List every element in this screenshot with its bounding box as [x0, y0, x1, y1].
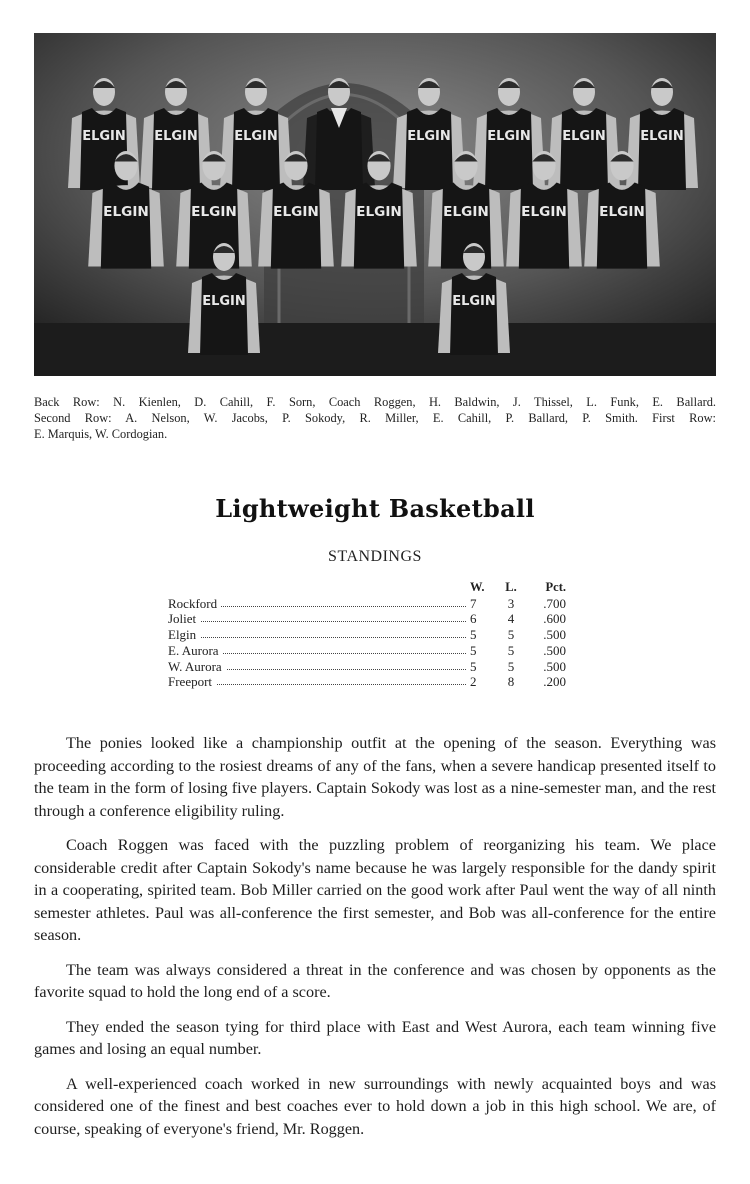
- standings-row: [168, 674, 566, 690]
- caption-line: Second Row: A. Nelson, W. Jacobs, P. Sokody, R. Miller, E. Cahill, P. Ballard, P. Smith. First Row:: [34, 411, 716, 425]
- jersey-lettering: ELGIN: [356, 204, 402, 221]
- wins-column-header: W.: [470, 580, 485, 594]
- jersey-lettering: ELGIN: [452, 294, 496, 309]
- jersey-lettering: ELGIN: [191, 204, 237, 221]
- standings-row: [168, 627, 566, 643]
- losses-column-header: L.: [505, 580, 517, 594]
- losses-cell: 5: [507, 658, 515, 674]
- pct-column-header: Pct.: [545, 580, 566, 594]
- jersey-lettering: ELGIN: [273, 204, 319, 221]
- pct-cell: .500: [543, 658, 566, 674]
- team-name: E. Aurora: [168, 643, 223, 658]
- pct-cell: .200: [543, 674, 566, 690]
- article-paragraph: They ended the season tying for third place with East and West Aurora, each team winning five games and losing an equal number.: [34, 1017, 716, 1058]
- jersey-lettering: ELGIN: [640, 129, 684, 144]
- article-body: [34, 732, 716, 1152]
- team-name-cell: [168, 643, 470, 659]
- photo-caption: [34, 394, 716, 442]
- pct-cell: .600: [543, 611, 566, 627]
- jersey-lettering: ELGIN: [234, 129, 278, 144]
- jersey-lettering: ELGIN: [103, 204, 149, 221]
- losses-cell: 8: [507, 674, 515, 690]
- team-name: Elgin: [168, 627, 200, 642]
- team-name-cell: [168, 674, 470, 690]
- jersey-lettering: ELGIN: [202, 294, 246, 309]
- pct-cell: .700: [543, 595, 566, 611]
- team-name-cell: [168, 611, 470, 627]
- standings-heading: STANDINGS: [328, 548, 422, 565]
- standings-row: [168, 659, 566, 675]
- losses-cell: 5: [507, 627, 515, 643]
- team-name-cell: [168, 596, 470, 612]
- jersey-lettering: ELGIN: [599, 204, 645, 221]
- pct-cell: .500: [543, 642, 566, 658]
- standings-table: [168, 580, 566, 690]
- standings-row: [168, 643, 566, 659]
- page-title: Lightweight Basketball: [215, 494, 535, 523]
- team-column-header: [168, 580, 470, 596]
- team-name: Rockford: [168, 596, 221, 611]
- article-paragraph: The team was always considered a threat in the conference and was chosen by opponents as the favorite squad to hold the long end of a score.: [34, 960, 716, 1001]
- wins-cell: 5: [470, 642, 477, 658]
- team-name-cell: [168, 659, 470, 675]
- team-name: Freeport: [168, 674, 216, 689]
- pct-cell: .500: [543, 627, 566, 643]
- losses-cell: 5: [507, 642, 515, 658]
- team-name-cell: [168, 627, 470, 643]
- team-photo: [34, 33, 716, 376]
- jersey-lettering: ELGIN: [562, 129, 606, 144]
- standings-row: [168, 596, 566, 612]
- jersey-lettering: ELGIN: [154, 129, 198, 144]
- jersey-lettering: ELGIN: [82, 129, 126, 144]
- standings-row: [168, 611, 566, 627]
- wins-cell: 7: [470, 595, 477, 611]
- caption-line: E. Marquis, W. Cordogian.: [34, 427, 168, 441]
- jersey-lettering: ELGIN: [487, 129, 531, 144]
- caption-line: Back Row: N. Kienlen, D. Cahill, F. Sorn, Coach Roggen, H. Baldwin, J. Thissel, L. Funk, E. Ballard.: [34, 395, 716, 409]
- jersey-lettering: ELGIN: [521, 204, 567, 221]
- wins-cell: 2: [470, 674, 477, 690]
- article-paragraph: A well-experienced coach worked in new surroundings with newly acquainted boys and was considered one of the finest and best coaches ever to hold down a job in this high school. We are, of course, speaking of everyone's friend, Mr. Roggen.: [34, 1074, 716, 1138]
- losses-cell: 4: [507, 611, 515, 627]
- team-name: W. Aurora: [168, 659, 226, 674]
- jersey-lettering: ELGIN: [407, 129, 451, 144]
- wins-cell: 6: [470, 611, 477, 627]
- article-paragraph: Coach Roggen was faced with the puzzling problem of reorganizing his team. We place considerable credit after Captain Sokody's name because he was largely responsible for the dandy spirit in a cooperating, spirited team. Bob Miller carried on the good work after Paul went the way of all ninth semester athletes. Paul was all-conference the first semester, and Bob was all-conference for the entire season.: [34, 836, 716, 944]
- team-name: Joliet: [168, 611, 200, 626]
- team-photo-illustration: [34, 33, 716, 376]
- wins-cell: 5: [470, 627, 477, 643]
- standings-header-row: [168, 580, 566, 596]
- article-paragraph: The ponies looked like a championship outfit at the opening of the season. Everything was proceeding according to the rosiest dreams of any of the fans, when a severe handicap presented itself to the team in the form of losing five players. Captain Sokody was lost as a nine-semester man, and the rest through a conference eligibility ruling.: [34, 734, 716, 820]
- losses-cell: 3: [507, 595, 515, 611]
- wins-cell: 5: [470, 658, 477, 674]
- jersey-lettering: ELGIN: [443, 204, 489, 221]
